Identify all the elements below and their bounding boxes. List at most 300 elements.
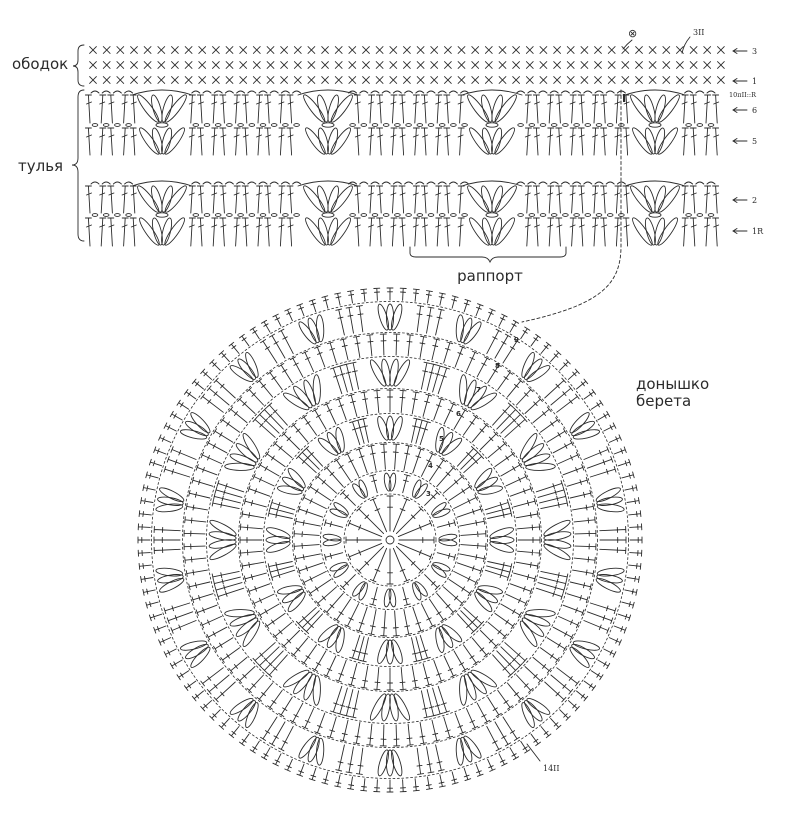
cluster-stitch-symbol	[266, 536, 290, 543]
double-crochet-symbol	[302, 351, 313, 371]
single-crochet-symbol	[158, 77, 165, 84]
cluster-stitch-symbol	[475, 587, 499, 605]
chain-arc-symbol	[393, 182, 401, 184]
double-crochet-symbol	[357, 507, 384, 534]
chain-stitch-symbol	[372, 124, 378, 127]
double-crochet-symbol	[437, 593, 456, 614]
double-crochet-symbol	[197, 186, 203, 213]
cluster-stitch-symbol	[376, 749, 391, 777]
cluster-stitch-symbol	[225, 463, 255, 471]
double-crochet-symbol	[396, 507, 423, 534]
chain-stitch-symbol	[697, 214, 703, 217]
double-crochet-symbol	[436, 218, 442, 246]
double-crochet-symbol	[315, 713, 325, 734]
single-crochet-symbol	[117, 47, 124, 54]
double-crochet-symbol	[590, 603, 616, 614]
double-crochet-symbol	[336, 398, 346, 420]
double-crochet-symbol	[604, 649, 616, 657]
double-crochet-symbol	[334, 459, 350, 482]
chain-arc-symbol	[696, 91, 704, 93]
chain-arc-symbol	[528, 91, 536, 93]
chain-arc-symbol	[573, 91, 581, 93]
double-crochet-symbol	[108, 218, 114, 246]
double-crochet-symbol	[340, 720, 348, 741]
double-crochet-symbol	[369, 95, 375, 123]
double-crochet-symbol	[538, 583, 565, 593]
single-crochet-symbol	[663, 62, 670, 69]
chain-loop-symbol	[156, 213, 168, 217]
cluster-stitch-symbol	[228, 696, 255, 717]
single-crochet-symbol	[663, 77, 670, 84]
single-crochet-symbol	[322, 62, 329, 69]
double-crochet-symbol	[521, 327, 530, 339]
single-crochet-symbol	[513, 77, 520, 84]
double-crochet-symbol	[250, 741, 259, 753]
double-crochet-symbol	[574, 517, 595, 523]
double-crochet-symbol	[354, 218, 360, 246]
chain-stitch-symbol	[395, 124, 401, 127]
single-crochet-symbol	[158, 47, 165, 54]
single-crochet-symbol	[608, 62, 615, 69]
double-crochet-symbol	[713, 186, 719, 213]
double-crochet-symbol	[360, 418, 368, 442]
chain-stitch-symbol	[283, 214, 289, 217]
single-crochet-symbol	[267, 47, 274, 54]
double-crochet-symbol	[499, 314, 507, 326]
double-crochet-symbol	[324, 403, 336, 424]
chain-arch-symbol	[132, 181, 192, 186]
double-crochet-symbol	[170, 411, 182, 420]
double-crochet-symbol	[627, 498, 639, 504]
double-crochet-symbol	[214, 577, 241, 586]
double-crochet-symbol	[556, 128, 562, 155]
double-crochet-symbol	[196, 465, 217, 475]
double-crochet-symbol	[341, 575, 356, 590]
double-crochet-symbol	[394, 334, 400, 355]
double-crochet-symbol	[171, 621, 196, 634]
double-crochet-symbol	[630, 550, 642, 556]
double-crochet-symbol	[341, 491, 356, 506]
double-crochet-symbol	[690, 218, 696, 246]
chain-stitch-symbol	[607, 214, 613, 217]
double-crochet-symbol	[590, 466, 616, 477]
chain-arc-symbol	[461, 91, 469, 93]
double-crochet-symbol	[212, 95, 218, 123]
row-arrows	[733, 49, 747, 234]
single-crochet-symbol	[554, 47, 561, 54]
double-crochet-symbol	[177, 400, 189, 409]
chain-arc-symbol	[192, 91, 200, 93]
double-crochet-symbol	[247, 388, 264, 405]
double-crochet-symbol	[518, 524, 540, 530]
double-crochet-symbol	[279, 364, 293, 383]
chain-arc-symbol	[449, 182, 457, 184]
double-crochet-symbol	[630, 524, 642, 530]
double-crochet-symbol	[234, 95, 240, 123]
double-crochet-symbol	[407, 724, 413, 745]
double-crochet-symbol	[393, 611, 399, 636]
double-crochet-symbol	[614, 626, 626, 633]
chain-loop-symbol	[322, 213, 334, 217]
double-crochet-symbol	[417, 306, 424, 332]
double-crochet-symbol	[444, 717, 453, 738]
double-crochet-symbol	[622, 602, 634, 608]
single-crochet-symbol	[240, 47, 247, 54]
double-crochet-symbol	[553, 440, 573, 453]
double-crochet-symbol	[361, 289, 367, 301]
row-number-label: 2	[752, 196, 758, 205]
double-crochet-symbol	[577, 379, 588, 389]
cluster-stitch-symbol	[597, 503, 625, 513]
double-crochet-symbol	[427, 747, 434, 773]
double-crochet-symbol	[460, 518, 485, 526]
double-crochet-symbol	[348, 394, 357, 416]
chain-arc-symbol	[270, 91, 278, 93]
double-crochet-symbol	[164, 423, 176, 431]
single-crochet-symbol	[172, 62, 179, 69]
cluster-stitch-symbol	[389, 639, 404, 665]
double-crochet-symbol	[495, 452, 515, 467]
double-crochet-symbol	[563, 605, 584, 615]
single-crochet-symbol	[404, 77, 411, 84]
double-crochet-symbol	[584, 390, 595, 399]
double-crochet-symbol	[601, 186, 607, 213]
single-crochet-symbol	[172, 47, 179, 54]
double-crochet-symbol	[261, 748, 270, 760]
double-crochet-symbol	[220, 218, 226, 246]
double-crochet-symbol	[354, 95, 360, 123]
double-crochet-symbol	[337, 688, 347, 715]
single-crochet-symbol	[376, 47, 383, 54]
double-crochet-symbol	[370, 587, 378, 605]
double-crochet-symbol	[426, 777, 432, 789]
cluster-stitch-symbol	[526, 609, 556, 617]
chain-arc-symbol	[405, 91, 413, 93]
chain-arch-symbol	[625, 90, 685, 95]
double-crochet-symbol	[261, 340, 278, 364]
double-crochet-symbol	[477, 357, 490, 377]
double-crochet-symbol	[609, 435, 621, 443]
chain-arc-symbol	[416, 91, 424, 93]
chain-arc-symbol	[707, 182, 715, 184]
double-crochet-symbol	[302, 645, 317, 665]
double-crochet-symbol	[149, 614, 161, 621]
cluster-stitch-symbol	[386, 416, 393, 440]
chain-stitch-symbol	[383, 214, 389, 217]
single-crochet-symbol	[636, 47, 643, 54]
double-crochet-symbol	[516, 562, 538, 569]
double-crochet-symbol	[570, 95, 576, 123]
cluster-stitch-symbol	[376, 303, 391, 331]
chain-stitch-symbol	[103, 124, 109, 127]
double-crochet-symbol	[593, 218, 599, 246]
double-crochet-symbol	[391, 218, 397, 246]
double-crochet-symbol	[604, 423, 616, 431]
single-crochet-symbol	[376, 62, 383, 69]
row-arrow	[733, 139, 747, 144]
double-crochet-symbol	[108, 128, 114, 155]
double-crochet-symbol	[454, 571, 478, 585]
chain-arc-symbol	[517, 91, 525, 93]
double-crochet-symbol	[295, 554, 320, 562]
magic-ring	[386, 536, 394, 544]
double-crochet-symbol	[575, 530, 596, 536]
double-crochet-symbol	[348, 291, 354, 303]
rim-bracket	[73, 45, 84, 86]
double-crochet-symbol	[159, 435, 171, 443]
double-crochet-symbol	[331, 686, 342, 713]
chain-stitch-symbol	[115, 214, 121, 217]
double-crochet-symbol	[279, 186, 285, 213]
double-crochet-symbol	[374, 288, 380, 300]
chain-arc-symbol	[606, 182, 614, 184]
chain-arc-symbol	[270, 182, 278, 184]
double-crochet-symbol	[201, 616, 221, 627]
double-crochet-symbol	[212, 128, 218, 155]
double-crochet-symbol	[433, 365, 443, 392]
cluster-stitch-symbol	[184, 419, 210, 438]
chain-arc-symbol	[584, 182, 592, 184]
double-crochet-symbol	[609, 638, 621, 646]
chain-stitch-symbol	[238, 214, 244, 217]
double-crochet-symbol	[503, 717, 520, 741]
double-crochet-symbol	[192, 379, 203, 389]
double-crochet-symbol	[421, 604, 435, 628]
double-crochet-symbol	[122, 218, 128, 246]
double-crochet-symbol	[488, 622, 507, 638]
double-crochet-symbol	[219, 718, 229, 729]
double-crochet-symbol	[600, 548, 626, 554]
round-number: 5	[439, 435, 444, 443]
single-crochet-symbol	[390, 47, 397, 54]
double-crochet-symbol	[261, 320, 270, 332]
double-crochet-symbol	[568, 369, 579, 379]
double-crochet-symbol	[240, 537, 262, 543]
single-crochet-symbol	[131, 47, 138, 54]
double-crochet-symbol	[273, 754, 281, 766]
cluster-stitch-symbol	[489, 539, 515, 554]
double-crochet-symbol	[584, 621, 609, 634]
row-arrow	[733, 108, 747, 113]
double-crochet-symbol	[184, 530, 205, 536]
chain-arc-symbol	[248, 91, 256, 93]
double-crochet-symbol	[713, 218, 719, 246]
single-crochet-symbol	[485, 62, 492, 69]
double-crochet-symbol	[85, 186, 91, 213]
double-crochet-symbol	[630, 537, 642, 543]
chain-arc-symbol	[405, 182, 413, 184]
single-crochet-symbol	[499, 77, 506, 84]
double-crochet-symbol	[472, 423, 488, 442]
double-crochet-symbol	[399, 95, 405, 123]
double-crochet-symbol	[412, 638, 420, 662]
chain-stitch-symbol	[596, 124, 602, 127]
double-crochet-symbol	[177, 671, 189, 680]
chain-arc-symbol	[192, 182, 200, 184]
double-crochet-symbol	[327, 717, 336, 738]
chain-stitch-symbol	[417, 124, 423, 127]
double-crochet-symbol	[143, 485, 155, 491]
double-crochet-symbol	[184, 390, 195, 399]
chain-arc-symbol	[427, 182, 435, 184]
double-crochet-symbol	[432, 720, 440, 741]
double-crochet-symbol	[381, 444, 387, 469]
double-crochet-symbol	[439, 293, 445, 305]
double-crochet-symbol	[201, 701, 212, 711]
double-crochet-symbol	[253, 474, 274, 486]
double-crochet-symbol	[164, 649, 176, 657]
cluster-stitch-symbol	[526, 463, 556, 471]
double-crochet-symbol	[253, 417, 275, 437]
double-crochet-symbol	[335, 775, 341, 787]
single-crochet-symbol	[390, 62, 397, 69]
cluster-stitch-symbol	[389, 749, 404, 777]
double-crochet-symbol	[348, 543, 382, 559]
double-crochet-symbol	[141, 576, 153, 582]
double-crochet-symbol	[437, 553, 455, 561]
chain-stitch-symbol	[227, 214, 233, 217]
double-crochet-symbol	[444, 128, 450, 155]
double-crochet-symbol	[207, 627, 227, 640]
double-crochet-symbol	[122, 186, 128, 213]
double-crochet-symbol	[361, 666, 368, 688]
double-crochet-symbol	[413, 186, 419, 213]
double-crochet-symbol	[357, 546, 384, 573]
double-crochet-symbol	[192, 594, 213, 603]
double-crochet-symbol	[354, 336, 361, 357]
double-crochet-symbol	[510, 486, 532, 496]
double-crochet-symbol	[541, 342, 551, 353]
chain-stitch-symbol	[518, 124, 524, 127]
double-crochet-symbol	[615, 186, 621, 213]
chain-arch-symbol	[298, 90, 358, 95]
double-crochet-symbol	[100, 186, 106, 213]
double-crochet-symbol	[533, 95, 539, 123]
single-crochet-symbol	[690, 77, 697, 84]
chain-arc-symbol	[113, 91, 121, 93]
double-crochet-symbol	[531, 734, 540, 745]
double-crochet-symbol	[146, 472, 158, 478]
cluster-stitch-symbol	[375, 415, 390, 441]
chain-arc-symbol	[539, 182, 547, 184]
double-crochet-symbol	[570, 582, 591, 590]
double-crochet-symbol	[436, 186, 442, 213]
double-crochet-symbol	[189, 95, 195, 123]
double-crochet-symbol	[682, 95, 688, 123]
double-crochet-symbol	[433, 688, 443, 715]
double-crochet-symbol	[587, 457, 613, 469]
single-crochet-symbol	[445, 47, 452, 54]
single-crochet-symbol	[185, 62, 192, 69]
double-crochet-symbol	[506, 474, 527, 486]
single-crochet-symbol	[567, 47, 574, 54]
double-crochet-symbol	[481, 631, 499, 649]
single-crochet-symbol	[294, 77, 301, 84]
double-crochet-symbol	[682, 218, 688, 246]
cluster-stitch-symbol	[325, 625, 343, 649]
double-crochet-symbol	[238, 397, 255, 414]
double-crochet-symbol	[212, 186, 218, 213]
double-crochet-symbol	[567, 477, 588, 486]
chain-stitch-symbol	[271, 124, 277, 127]
single-crochet-symbol	[335, 62, 342, 69]
double-crochet-symbol	[253, 594, 274, 606]
double-crochet-symbol	[197, 95, 203, 123]
double-crochet-symbol	[387, 288, 393, 300]
double-crochet-symbol	[525, 186, 531, 213]
cluster-stitch-symbol	[459, 676, 467, 706]
double-crochet-symbol	[298, 563, 323, 574]
double-crochet-symbol	[436, 309, 445, 335]
double-crochet-symbol	[560, 360, 571, 371]
single-crochet-symbol	[417, 77, 424, 84]
double-crochet-symbol	[556, 218, 562, 246]
double-crochet-symbol	[287, 186, 293, 213]
double-crochet-symbol	[240, 734, 249, 745]
double-crochet-symbol	[493, 655, 513, 677]
double-crochet-symbol	[525, 218, 531, 246]
double-crochet-symbol	[143, 589, 155, 595]
single-crochet-symbol	[363, 47, 370, 54]
double-crochet-symbol	[416, 419, 425, 443]
double-crochet-symbol	[506, 594, 527, 606]
double-crochet-symbol	[368, 445, 376, 470]
double-crochet-symbol	[242, 95, 248, 123]
single-crochet-symbol	[499, 47, 506, 54]
crown-rows	[85, 90, 718, 247]
double-crochet-symbol	[463, 415, 478, 435]
cluster-stitch-symbol	[313, 375, 321, 405]
row-number-label: 6	[752, 106, 758, 115]
single-crochet-symbol	[199, 47, 206, 54]
chain-arc-symbol	[225, 182, 233, 184]
double-crochet-symbol	[413, 448, 424, 473]
single-crochet-symbol	[349, 47, 356, 54]
chain-loop-symbol	[156, 123, 168, 127]
single-crochet-symbol	[253, 77, 260, 84]
double-crochet-symbol	[185, 557, 206, 563]
double-crochet-symbol	[374, 390, 380, 412]
chain-arc-symbol	[561, 182, 569, 184]
cluster-stitch-symbol	[184, 642, 210, 661]
double-crochet-symbol	[368, 610, 376, 635]
single-crochet-symbol	[322, 77, 329, 84]
chain-top-leader	[682, 37, 690, 53]
double-crochet-symbol	[584, 447, 609, 460]
double-crochet-symbol	[551, 351, 561, 362]
double-crochet-symbol	[548, 128, 554, 155]
double-crochet-symbol	[354, 186, 360, 213]
chain-stitch-symbol	[563, 124, 569, 127]
double-crochet-symbol	[413, 289, 419, 301]
double-crochet-symbol	[434, 660, 444, 682]
double-crochet-symbol	[444, 342, 453, 363]
double-crochet-symbol	[267, 403, 287, 425]
start-marker: ⊗	[628, 27, 638, 40]
single-crochet-symbol	[472, 47, 479, 54]
double-crochet-symbol	[421, 186, 427, 213]
double-crochet-symbol	[253, 643, 275, 663]
double-crochet-symbol	[514, 573, 536, 582]
double-crochet-symbol	[436, 128, 442, 155]
double-crochet-symbol	[400, 780, 406, 792]
double-crochet-symbol	[623, 186, 629, 213]
double-crochet-symbol	[487, 505, 511, 514]
double-crochet-symbol	[171, 447, 196, 460]
single-crochet-symbol	[636, 77, 643, 84]
row-arrow	[733, 229, 747, 234]
double-crochet-symbol	[273, 622, 292, 638]
